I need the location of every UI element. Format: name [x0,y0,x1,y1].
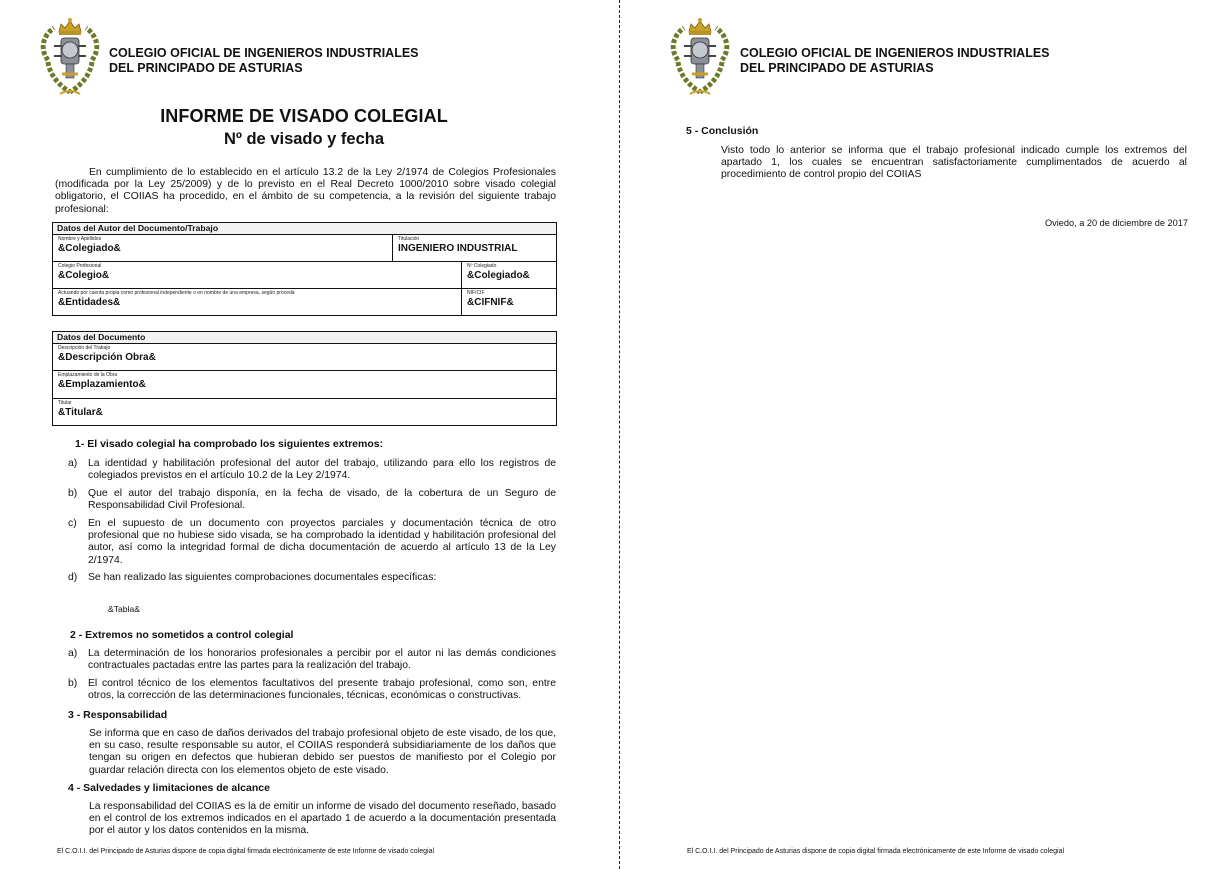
field-label: NIF/CIF [467,290,485,296]
description-cell [53,344,556,370]
field-value: &Colegio& [58,270,110,281]
author-table-heading: Datos del Autor del Documento/Trabajo [53,223,556,235]
item-marker: a) [68,648,78,659]
list-item [68,518,556,567]
field-value: &Entidades& [58,297,121,308]
member-number-cell [461,262,556,288]
college-cell [53,262,461,288]
location-cell [53,371,556,398]
list-item [68,648,556,672]
list-item [68,488,556,512]
field-label: Nombre y Apellidos [58,236,102,242]
org-line-1: COLEGIO OFICIAL DE INGENIEROS INDUSTRIALES [740,46,1050,60]
field-label: Titular [58,400,72,406]
item-text: En el supuesto de un documento con proyectos parciales y documentación técnica de otro profesional que no hubiese sido visada, se ha comprobado la identidad y habilitación profesional del autor, así como la integridad formal de dicha documentación de acuerdo al artículo 13 de la Ley 2/1974. [88,518,556,566]
field-label: Colegio Profesional [58,263,102,269]
field-label: Descripción del Trabajo [58,345,111,351]
field-value: &Emplazamiento& [58,379,146,390]
coat-of-arms-icon [34,16,106,102]
author-name-cell [53,235,392,261]
owner-cell [53,399,556,426]
org-line-2: DEL PRINCIPADO DE ASTURIAS [740,61,934,75]
item-text: Que el autor del trabajo disponía, en la fecha de visado, de la cobertura de un Seguro de Responsabilidad Civil Profesional. [88,488,556,512]
table-placeholder: &Tabla& [108,604,141,614]
field-label: Titulación [398,236,420,242]
report-page-2 [624,0,1216,869]
section-4-heading: 4 - Salvedades y limitaciones de alcance [68,782,270,794]
item-marker: b) [68,488,78,499]
footer-note: El C.O.I.I. del Principado de Asturias dispone de copia digital firmada electrónicamente de este Informe de visado colegial [57,848,435,855]
org-line-2: DEL PRINCIPADO DE ASTURIAS [109,61,303,75]
item-text: Se han realizado las siguientes comprobaciones documentales específicas: [88,572,437,583]
section-3-heading: 3 - Responsabilidad [68,709,168,721]
intro-paragraph: En cumplimiento de lo establecido en el artículo 13.2 de la Ley 2/1974 de Colegios Profesionales (modificada por la Ley 25/2009) y de lo previsto en el Real Decreto 1000/2010 sobre visado colegial obligatorio, el COIIAS ha procedido, en el ámbito de su competencia, a la revisión del siguiente trabajo profesional: [55,167,556,215]
acting-cell [53,289,461,315]
item-marker: d) [68,572,78,583]
report-subtitle: Nº de visado y fecha [223,130,385,148]
section-1-heading: 1- El visado colegial ha comprobado los siguientes extremos: [75,438,384,450]
field-value: &CIFNIF& [467,297,514,308]
field-label: Nº Colegiado [467,263,497,269]
item-marker: a) [68,458,78,469]
field-label: Actuando por cuenta propia como profesional independiente o en nombre de una empresa, según proceda [58,290,295,296]
author-data-table [52,222,557,316]
field-value: &Titular& [58,407,103,418]
item-marker: c) [68,518,77,529]
section-2-heading: 2 - Extremos no sometidos a control colegial [70,629,294,641]
org-line-1: COLEGIO OFICIAL DE INGENIEROS INDUSTRIALES [109,46,419,60]
field-label: Emplazamiento de la Obra [58,372,118,378]
document-table-heading: Datos del Documento [53,332,556,344]
field-value: &Descripción Obra& [58,352,156,363]
date-line: Oviedo, a 20 de diciembre de 2017 [1044,218,1188,228]
section-5-heading: 5 - Conclusión [686,125,759,137]
field-value: &Colegiado& [467,270,530,281]
field-value: &Colegiado& [58,243,121,254]
section-5-text: Visto todo lo anterior se informa que el trabajo profesional indicado cumple los extremos del apartado 1, los cuales se encuentran satisfactoriamente cumplimentados de acuerdo al procedimiento de control propio del COIIAS [721,145,1187,181]
list-item [68,572,556,584]
degree-cell [392,235,556,261]
section-3-text: Se informa que en caso de daños derivados del trabajo profesional objeto de este visado, de los que, en su caso, resulte responsable su autor, el COIIAS responderá subsidiariamente de los daños que tengan su origen en defectos que hubieran debido ser puestos de manifiesto por el Colegio por guardar relación directa con los elementos objeto de este visado. [89,728,556,776]
item-marker: b) [68,678,78,689]
page-divider [619,0,620,869]
footer-note: El C.O.I.I. del Principado de Asturias dispone de copia digital firmada electrónicamente de este Informe de visado colegial [687,848,1065,855]
tax-id-cell [461,289,556,315]
field-value: INGENIERO INDUSTRIAL [398,243,518,254]
section-4-text: La responsabilidad del COIIAS es la de emitir un informe de visado del documento reseñado, basado en el control de los extremos indicados en el apartado 1 de acuerdo a la documentación presentada por el autor y los datos contenidos en la misma. [89,801,556,837]
item-text: La determinación de los honorarios profesionales a percibir por el autor ni las demás condiciones contractuales pactadas entre las partes para la realización del trabajo. [88,648,556,672]
list-item [68,678,556,702]
organization-name [109,46,419,76]
document-data-table [52,331,557,426]
item-text: El control técnico de los elementos facultativos del presente trabajo profesional, como son, entre otros, la corrección de las determinaciones funcionales, técnicas, económicas o constructivas. [88,678,556,702]
report-title: INFORME DE VISADO COLEGIAL [160,106,448,126]
list-item [68,458,556,482]
item-text: La identidad y habilitación profesional del autor del trabajo, utilizando para ello los registros de colegiados previstos en el artículo 10.2 de la Ley 2/1974. [88,458,556,482]
coat-of-arms-icon [664,16,736,102]
organization-name [740,46,1050,76]
